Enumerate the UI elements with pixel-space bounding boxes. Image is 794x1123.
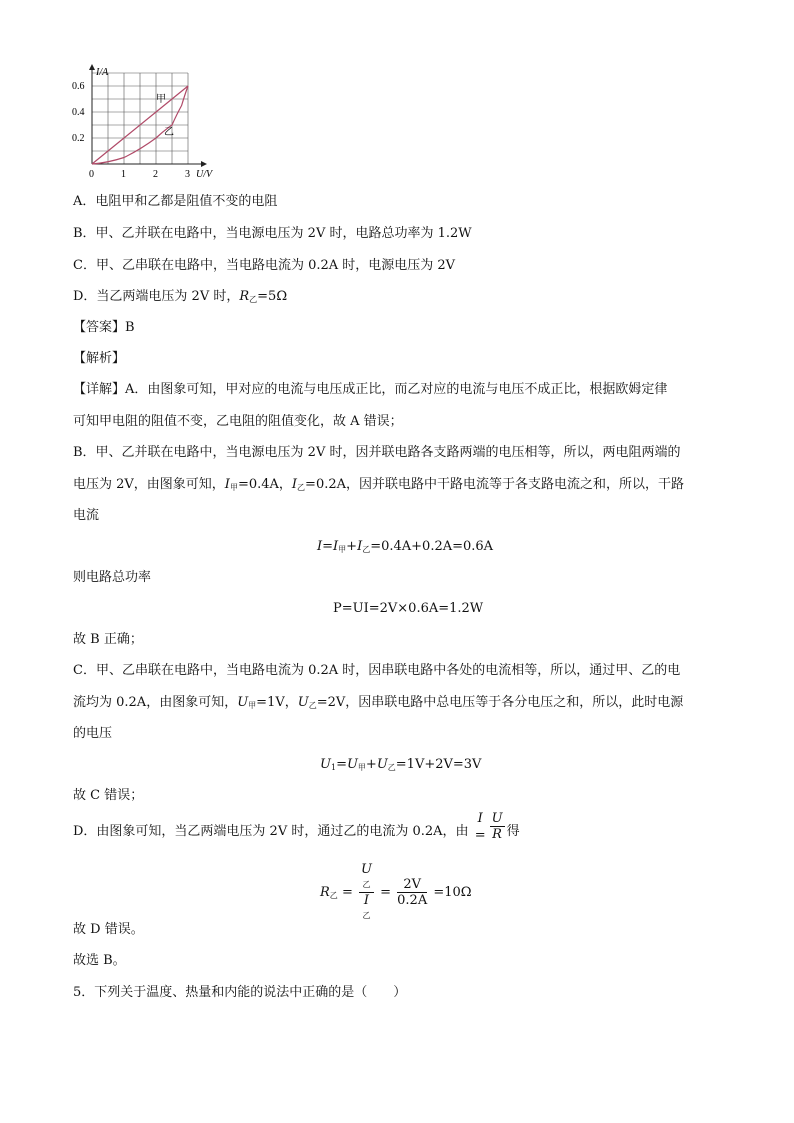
grid-lines	[92, 73, 188, 164]
x-axis-arrow	[201, 161, 207, 167]
option-a: A．电阻甲和乙都是阻值不变的电阻	[73, 194, 278, 209]
series-label-jia: 甲	[156, 94, 166, 105]
equation-power: P=UI=2V×0.6A=1.2W	[333, 601, 484, 616]
detail-line-12: D．由图象可知，当乙两端电压为 2V 时，通过乙的电流为 0.2A，由 I = $\frac{U}{R}$ 得	[73, 811, 520, 843]
x-tick-label: 0	[89, 169, 94, 180]
question-5: 5．下列关于温度、热量和内能的说法中正确的是（ ）	[73, 985, 407, 1000]
analysis-label: 【解析】	[73, 351, 126, 366]
fraction-values: $\frac{2V}{0.2A}$	[397, 877, 428, 908]
x-tick-label: 1	[121, 169, 126, 180]
detail-line-4: 电压为 2V，由图象可知，$I_甲=0.4A$，$I_乙=0.2A$，因并联电路中干路电流等于各支路电流之和，所以，干路	[73, 477, 685, 492]
y-axis-arrow	[89, 64, 95, 70]
detail-line-8: C．甲、乙串联在电路中，当电路电流为 0.2A 时，因串联电路中各处的电流相等，所以，通过甲、乙的电	[73, 663, 681, 678]
detail-line-14: 故选 B。	[73, 953, 126, 968]
option-c: C．甲、乙串联在电路中，当电路电流为 0.2A 时，电源电压为 2V	[73, 258, 456, 273]
iu-graph	[68, 62, 213, 182]
ohm-law-fraction-body: $\frac{U}{R}$	[491, 811, 503, 842]
answer-line	[73, 319, 135, 337]
y-tick-label: 0.4	[72, 107, 85, 118]
detail-line-10: 的电压	[73, 726, 113, 741]
ohm-law-fraction: I =	[474, 811, 486, 843]
y-tick-label: 0.6	[72, 81, 85, 92]
detail-line-11: 故 C 错误；	[73, 788, 144, 803]
y-tick-label: 0.2	[72, 133, 85, 144]
x-axis-label: U/V	[196, 169, 213, 180]
x-tick-label: 3	[185, 169, 190, 180]
equation-current: $I=I_甲+I_乙=0.4A+0.2A=0.6A$	[317, 539, 494, 554]
x-tick-label: 2	[153, 169, 158, 180]
equation-resistance: $R_乙$ = U 乙 I 乙 = $\frac{2V}{0.2A}$ =10Ω	[320, 862, 472, 923]
answer-label: 【答案】	[73, 320, 126, 335]
detail-line-6: 则电路总功率	[73, 570, 152, 585]
detail-line-7: 故 B 正确；	[73, 632, 143, 647]
option-b: B．甲、乙并联在电路中，当电源电压为 2V 时，电路总功率为 1.2W	[73, 226, 472, 241]
option-d: D．当乙两端电压为 2V 时，$R_乙=5\Omega$	[73, 289, 288, 304]
y-axis-label: I/A	[96, 67, 109, 78]
detail-line-13: 故 D 错误。	[73, 922, 144, 937]
answer-value: B	[125, 320, 135, 335]
detail-line-5: 电流	[73, 508, 100, 523]
series-label-yi: 乙	[164, 127, 174, 138]
equation-voltage: $U_1=U_甲+U_乙=1V+2V=3V$	[320, 757, 482, 772]
detail-line-1: 【详解】A．由图象可知，甲对应的电流与电压成正比，而乙对应的电流与电压不成正比，根据欧姆定律	[73, 382, 668, 397]
fraction-u-over-i: U 乙 I 乙	[360, 862, 372, 920]
detail-line-3: B．甲、乙并联在电路中，当电源电压为 2V 时，因并联电路各支路两端的电压相等，所以，两电阻两端的	[73, 445, 681, 460]
detail-line-2: 可知甲电阻的阻值不变，乙电阻的阻值变化，故 A 错误；	[73, 414, 403, 429]
detail-line-9: 流均为 0.2A，由图象可知，$U_甲=1V$，$U_乙=2V$，因串联电路中总电压等于各分电压之和，所以，此时电源	[73, 695, 684, 710]
